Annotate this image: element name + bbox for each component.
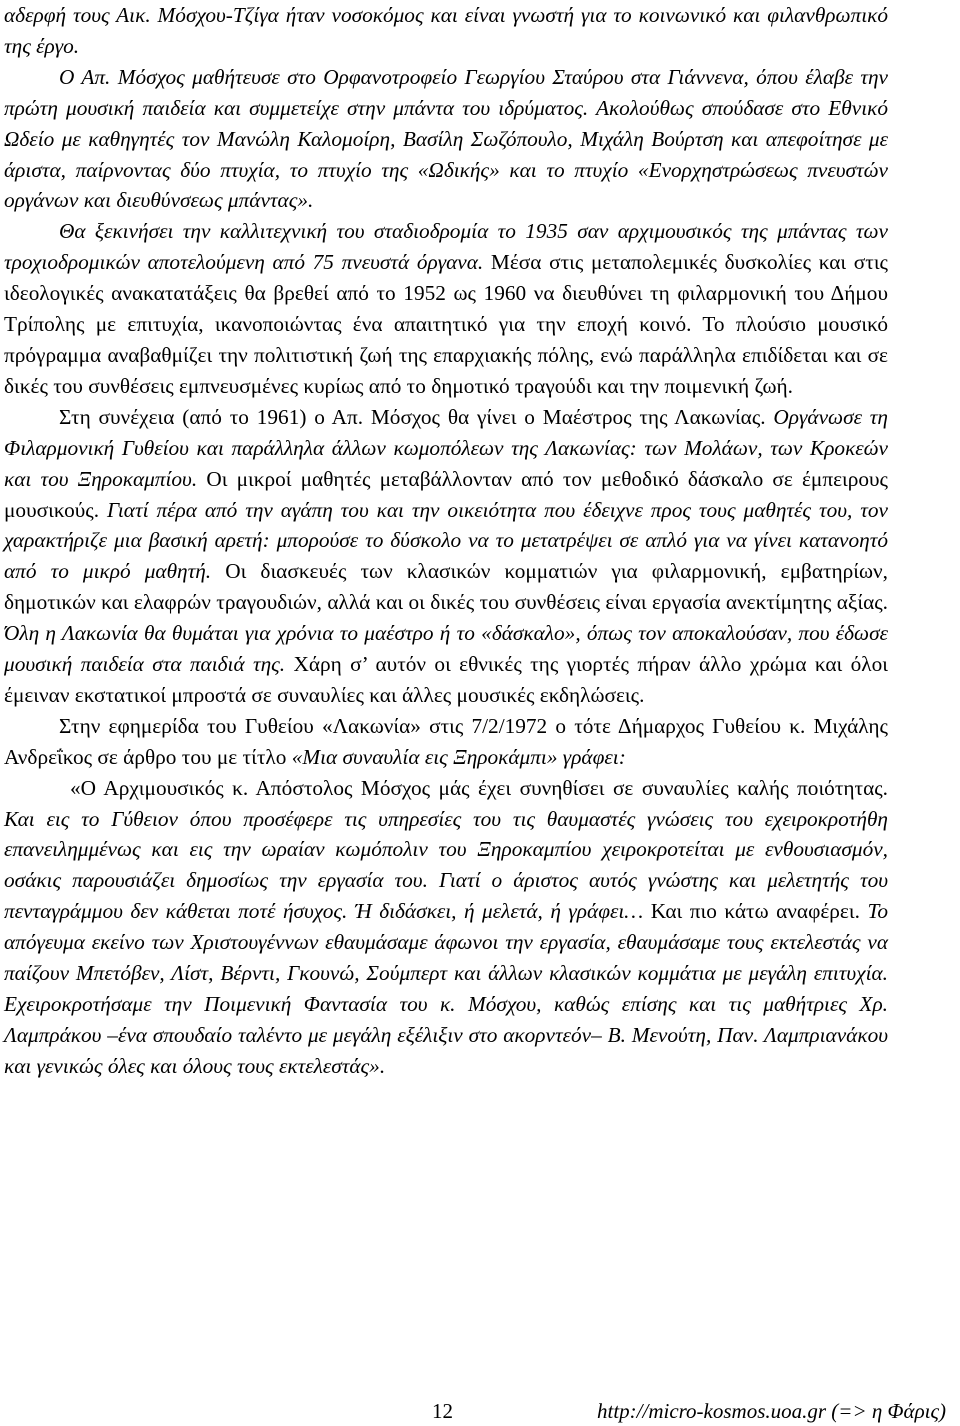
paragraph — [4, 216, 888, 401]
text-run: Εχειροκροτήσαμε την Ποιμενική Φαντασία του κ. Μόσχου, καθώς επίσης και τις μαθήτριες Χρ. Λαμπράκου –ένα σπουδαίο ταλέντο με μεγάλη εξέλιξιν στο ακορντεόν– Β. Μενούτη, Παν. Λαμπριανάκου και γενικώς όλες και όλους τους εκτελεστάς». — [4, 992, 888, 1078]
text-run: Όλη η Λακωνία θα θυμάται για χρόνια το μαέστρο ή το «δάσκαλο», όπως τον αποκαλούσαν, που έδωσε μουσική παιδεία στα παιδιά της. — [4, 621, 888, 677]
text-run: Οργάνωσε τη Φιλαρμονική Γυθείου και παράλληλα άλλων κωμοπόλεων της Λακωνίας: των Μολάων, των Κροκεών και του Ξηροκαμπίου. — [4, 404, 888, 491]
text-run: «Μια συναυλία εις Ξηροκάμπι» — [291, 744, 558, 769]
text-run: Οι μικροί μαθητές μεταβάλλονταν από τον μεθοδικό δάσκαλο σε έμπειρους μουσικούς. — [4, 466, 888, 522]
paragraph — [4, 0, 888, 62]
text-run: Το πλούσιο μουσικό πρόγραμμα αναβαθμίζει την πολιτιστική ζωή της επαρχιακής πόλης, ενώ παράλληλα επιδίδεται και σε δικές του συνθέσεις εμπνευσμένες κυρίως από το δημοτικό τραγούδι και την ποιμενική ζωή. — [4, 312, 888, 398]
text-run: Στην εφημερίδα του Γυθείου «Λακωνία» στις 7/2/1972 ο τότε Δήμαρχος Γυθείου κ. Μιχάλης Ανδρεΐκος σε άρθρο του με τίτλο — [4, 713, 888, 769]
text-run: Θα ξεκινήσει την καλλιτεχνική του σταδιοδρομία το 1935 σαν αρχιμουσικός της μπάντας των τροχιοδρομικών αποτελούμενη από 75 πνευστά όργανα. — [4, 219, 888, 275]
paragraph — [4, 62, 888, 217]
text-run: γράφει: — [557, 744, 626, 769]
text-run: Ο Απ. Μόσχος μαθήτευσε στο Ορφανοτροφείο Γεωργίου Σταύρου στα Γιάννενα, όπου έλαβε την πρώτη μουσική παιδεία και συμμετείχε στην μπάντα του ιδρύματος. Ακολούθως σπούδασε στο Εθνικό Ωδείο με καθηγητές τον Μανώλη Καλομοίρη, Βασίλη Σωζόπουλο, Μιχάλη Βούρτση και απεφοίτησε με άριστα, παίρνοντας δύο πτυχία, το πτυχίο της «Ωδικής» και το πτυχίο «Ενορχηστρώσεως πνευστών οργάνων και διευθύνσεως μπάντας». — [4, 64, 888, 213]
text-run: Και εις το Γύθειον όπου προσέφερε τις υπηρεσίες του τις θαυμαστές γνώσεις του εχειροκροτήθη επανειλημμένως και εις την ωραίαν κωμόπολιν του Ξηροκαμπίου χειροκροτείται με ενθουσιασμόν, οσάκις παρουσιάζει δημοσίως την εργασία του. — [4, 806, 888, 893]
text-run: Και πιο κάτω αναφέρει. — [650, 899, 868, 924]
text-run: Χάρη σ’ αυτόν οι εθνικές της γιορτές πήραν άλλο χρώμα και όλοι έμειναν εκστατικοί μπροστά σε συναυλίες και άλλες μουσικές εκδηλώσεις. — [4, 652, 888, 707]
paragraph — [4, 402, 888, 711]
page-number: 12 — [432, 1399, 453, 1423]
text-run: Μέσα στις μεταπολεμικές δυσκολίες και στις ιδεολογικές ανακατατάξεις θα βρεθεί από το 1952 ως 1960 να διευθύνει τη φιλαρμονική του Δήμου Τρίπολης με επιτυχία, ικανοποιώντας ένα απαιτητικό για την εποχή κοινό. — [4, 250, 888, 337]
text-run: Γιατί ο άριστος αυτός γνώστης και μελετητής του πενταγράμμου δεν κάθεται ποτέ ήσυχος. Ή διδάσκει, ή μελετά, ή γράφει… — [4, 868, 888, 924]
text-run: «Ο Αρχιμουσικός κ. Απόστολος Μόσχος μάς έχει συνηθίσει σε συναυλίες καλής ποιότητας. — [70, 775, 888, 800]
paragraph — [4, 773, 888, 1082]
page-footer — [0, 1397, 960, 1426]
document-body — [4, 0, 888, 1082]
text-run: Στη συνέχεια (από το 1961) ο Απ. Μόσχος θα γίνει ο Μαέστρος της Λακωνίας. — [59, 404, 774, 429]
document-page — [4, 0, 888, 1082]
text-run: Το απόγευμα εκείνο των Χριστουγέννων εθαυμάσαμε άφωνοι την εργασία, εθαυμάσαμε τους εκτελεστάς να παίζουν Μπετόβεν, Λίστ, Βέρντι, Γκουνώ, Σούμπερτ και άλλων κλασικών κομμάτια με μεγάλη επιτυχία. — [4, 899, 888, 986]
text-run: αδερφή τους Αικ. Μόσχου-Τζίγα ήταν νοσοκόμος και είναι γνωστή για το κοινωνικό και φιλανθρωπικό της έργο. — [4, 3, 888, 58]
footer-link[interactable]: http://micro-kosmos.uoa.gr (=> η Φάρις) — [597, 1399, 946, 1423]
text-run: Γιατί πέρα από την αγάπη του και την οικειότητα που έδειχνε προς τους μαθητές του, τον χαρακτήριζε μια βασική αρετή: μπορούσε το δύσκολο να το μετατρέψει σε απλό για να γίνει κατανοητό από το μικρό μαθητή. — [4, 497, 888, 584]
paragraph — [4, 711, 888, 773]
text-run: Οι διασκευές των κλασικών κομματιών για φιλαρμονική, εμβατηρίων, δημοτικών και ελαφρών τραγουδιών, αλλά και οι δικές του συνθέσεις είναι εργασία ανεκτίμητης αξίας. — [4, 559, 888, 615]
